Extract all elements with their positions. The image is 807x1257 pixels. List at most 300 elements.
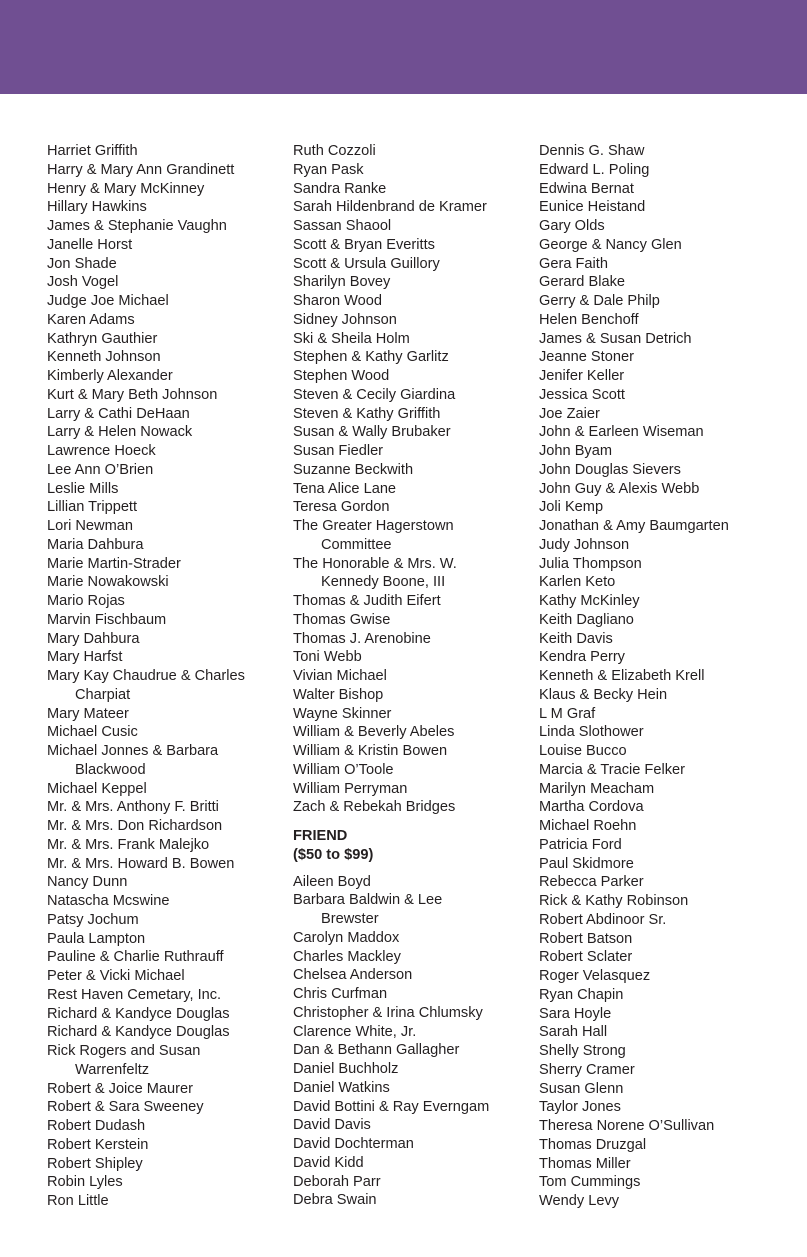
donor-name	[293, 311, 548, 330]
donor-name-text: Jessica Scott	[539, 386, 625, 403]
donor-name-text: Rick Rogers and Susan	[47, 1043, 201, 1059]
donor-name	[539, 442, 794, 461]
donor-name	[293, 1191, 548, 1210]
donor-name	[293, 161, 548, 180]
donor-name-text: Michael Jonnes & Barbara	[47, 743, 219, 759]
donor-name-text: Larry & Helen Nowack	[47, 424, 193, 441]
donor-name-text: Jon Shade	[47, 255, 117, 272]
donor-name	[47, 873, 302, 892]
donor-name	[293, 330, 548, 349]
donor-name-text: Lawrence Hoeck	[47, 443, 156, 459]
donor-name-text: Vivian Michael	[293, 668, 387, 684]
donor-name-text: Marie Nowakowski	[47, 574, 169, 591]
donor-name	[47, 705, 302, 724]
donor-name	[47, 255, 302, 274]
donor-name	[47, 367, 302, 386]
donor-name-text: Barbara Baldwin & Lee	[293, 892, 443, 909]
donor-name	[47, 836, 302, 855]
donor-name	[539, 1098, 794, 1117]
donor-name	[539, 348, 794, 367]
friend-section-heading	[293, 827, 548, 865]
donor-name-text: George & Nancy Glen	[539, 236, 682, 253]
donor-name	[293, 198, 548, 217]
donor-name	[47, 930, 302, 949]
donor-name-text: Jenifer Keller	[539, 368, 625, 384]
donor-name-text: Thomas J. Arenobine	[293, 630, 431, 647]
donor-name-text: Richard & Kandyce Douglas	[47, 1005, 230, 1022]
donor-name	[539, 1042, 794, 1061]
donor-name-text: Stephen Wood	[293, 368, 390, 384]
donor-name	[539, 967, 794, 986]
donor-name-text: Sharon Wood	[293, 293, 382, 309]
donor-name	[539, 1080, 794, 1099]
donor-name	[539, 892, 794, 911]
donor-name	[293, 1154, 548, 1173]
donor-name	[293, 423, 548, 442]
donor-name	[539, 817, 794, 836]
donor-name	[47, 330, 302, 349]
donor-name-text: Lillian Trippett	[47, 499, 138, 516]
donor-name	[539, 948, 794, 967]
donor-name-text: Richard & Kandyce Douglas	[47, 1024, 230, 1041]
donor-name	[293, 217, 548, 236]
donor-name	[293, 686, 548, 705]
donor-name-text: Paul Skidmore	[539, 855, 634, 872]
donor-name-text: Helen Benchoff	[539, 311, 639, 328]
donor-name-text: Tom Cummings	[539, 1174, 641, 1191]
donor-name-text: Sarah Hall	[539, 1024, 608, 1041]
donor-name	[293, 630, 548, 649]
donor-name-text: Mr. & Mrs. Frank Malejko	[47, 836, 210, 853]
donor-name-text: Kenneth & Elizabeth Krell	[539, 668, 705, 684]
donor-name-text: Ruth Cozzoli	[293, 143, 376, 159]
donor-name-text: John Douglas Sievers	[539, 461, 681, 478]
donor-name-text: Linda Slothower	[539, 724, 644, 741]
donor-name	[47, 311, 302, 330]
donor-name	[539, 273, 794, 292]
donor-name-text: Judy Johnson	[539, 536, 630, 553]
donor-name	[539, 911, 794, 930]
donor-name	[47, 386, 302, 405]
donor-name	[293, 798, 548, 817]
donor-name	[47, 798, 302, 817]
donor-name-text: Edwina Bernat	[539, 180, 634, 197]
donor-name	[47, 667, 302, 705]
header-band	[0, 0, 807, 94]
donor-name-continuation: Committee	[321, 536, 392, 553]
donor-name-text: Mary Dahbura	[47, 630, 140, 647]
donor-name-text: Edward L. Poling	[539, 161, 650, 178]
donor-name	[539, 330, 794, 349]
donor-name-text: Theresa Norene O’Sullivan	[539, 1118, 715, 1134]
donor-name	[47, 911, 302, 930]
donor-name-continuation: Blackwood	[75, 761, 146, 778]
donor-name-text: Henry & Mary McKinney	[47, 180, 205, 197]
donor-name	[539, 761, 794, 780]
donor-name-text: Robert & Sara Sweeney	[47, 1099, 204, 1116]
donor-name	[539, 292, 794, 311]
donor-name-text: Roger Velasquez	[539, 968, 651, 984]
donor-name-text: Mary Harfst	[47, 649, 123, 666]
donor-name	[539, 498, 794, 517]
donor-name-text: Daniel Buchholz	[293, 1061, 399, 1077]
donor-name	[47, 1005, 302, 1024]
donor-name-text: Michael Keppel	[47, 780, 147, 797]
donor-name-text: Joe Zaier	[539, 405, 600, 422]
donor-name	[539, 705, 794, 724]
donor-name-text: Pauline & Charlie Ruthrauff	[47, 949, 224, 966]
donor-name-text: Harry & Mary Ann Grandinett	[47, 161, 235, 178]
donor-name-text: Susan & Wally Brubaker	[293, 424, 451, 441]
donor-name-text: Hillary Hawkins	[47, 199, 147, 216]
donor-name-text: Thomas Miller	[539, 1155, 631, 1172]
donor-name-text: Robert Batson	[539, 930, 633, 947]
donor-name	[47, 405, 302, 424]
donor-name-text: Shelly Strong	[539, 1043, 626, 1059]
donor-name-text: David Kidd	[293, 1154, 364, 1171]
donor-name	[293, 705, 548, 724]
donor-name-text: Rebecca Parker	[539, 874, 644, 891]
donor-name	[293, 611, 548, 630]
donor-name-text: Thomas Gwise	[293, 611, 391, 628]
donor-name	[47, 723, 302, 742]
donor-name	[47, 142, 302, 161]
donor-name-text: Mr. & Mrs. Anthony F. Britti	[47, 799, 219, 816]
donor-name	[293, 1060, 548, 1079]
donor-name	[293, 966, 548, 985]
donor-name	[539, 217, 794, 236]
donor-name-continuation: Warrenfeltz	[75, 1061, 150, 1078]
donor-name	[293, 498, 548, 517]
donor-name	[539, 723, 794, 742]
donor-name-text: Teresa Gordon	[293, 499, 390, 516]
donor-name	[293, 1023, 548, 1042]
donor-name	[293, 386, 548, 405]
donor-name	[47, 1173, 302, 1192]
donor-name	[293, 723, 548, 742]
donor-name-text: Sara Hoyle	[539, 1005, 612, 1022]
donor-name	[539, 573, 794, 592]
donor-name-text: William Perryman	[293, 780, 408, 797]
donor-name	[539, 855, 794, 874]
donor-name	[47, 1098, 302, 1117]
donor-name-text: Sharilyn Bovey	[293, 274, 391, 291]
donor-name-text: Kenneth Johnson	[47, 349, 161, 366]
donor-name-text: Nancy Dunn	[47, 874, 128, 891]
donor-name-text: David Dochterman	[293, 1136, 414, 1152]
donor-name	[293, 405, 548, 424]
donor-name-text: Sassan Shaool	[293, 218, 392, 234]
donor-name	[539, 1005, 794, 1024]
donor-name-text: The Honorable & Mrs. W.	[293, 555, 457, 572]
donor-name-text: David Bottini & Ray Everngam	[293, 1098, 490, 1115]
donor-name-text: Rest Haven Cemetary, Inc.	[47, 986, 222, 1003]
donor-name	[47, 236, 302, 255]
donor-name-text: Robert Kerstein	[47, 1136, 149, 1153]
donor-name-text: Gerry & Dale Philp	[539, 293, 660, 309]
donor-name	[293, 1173, 548, 1192]
donor-name	[539, 742, 794, 761]
donor-name	[293, 442, 548, 461]
donor-name	[293, 1098, 548, 1117]
donor-name	[293, 1079, 548, 1098]
friend-section-title: FRIEND	[293, 828, 348, 844]
donor-name-text: William & Beverly Abeles	[293, 724, 455, 741]
donor-name-text: Taylor Jones	[539, 1099, 621, 1116]
donor-name	[539, 780, 794, 799]
donor-name-text: Jonathan & Amy Baumgarten	[539, 518, 729, 534]
donor-name	[293, 948, 548, 967]
donor-name-text: Suzanne Beckwith	[293, 461, 414, 478]
donor-column-3	[539, 142, 794, 1211]
donor-name-text: Sherry Cramer	[539, 1061, 635, 1078]
donor-name	[539, 930, 794, 949]
donor-name	[293, 761, 548, 780]
donor-name-text: Karlen Keto	[539, 574, 616, 591]
donor-name-text: Ryan Chapin	[539, 986, 624, 1003]
donor-name	[539, 667, 794, 686]
donor-name	[539, 311, 794, 330]
donor-name	[47, 780, 302, 799]
donor-name-text: Kurt & Mary Beth Johnson	[47, 386, 218, 403]
donor-name-text: Ryan Pask	[293, 161, 364, 178]
donor-name	[293, 891, 548, 929]
donor-name	[47, 986, 302, 1005]
donor-name-text: Clarence White, Jr.	[293, 1023, 417, 1040]
donor-name	[47, 161, 302, 180]
donor-name-continuation: Kennedy Boone, III	[321, 574, 446, 591]
donor-name	[293, 348, 548, 367]
donor-name	[47, 1023, 302, 1042]
donor-name-text: Jeanne Stoner	[539, 349, 634, 366]
donor-name-text: Robert Sclater	[539, 949, 633, 966]
donor-name	[47, 1136, 302, 1155]
donor-name	[293, 667, 548, 686]
donor-name	[47, 630, 302, 649]
donor-name-text: Marie Martin-Strader	[47, 555, 181, 572]
donor-name	[539, 611, 794, 630]
donor-name	[293, 742, 548, 761]
donor-name-text: Leslie Mills	[47, 480, 119, 497]
donor-name-text: Sarah Hildenbrand de Kramer	[293, 199, 487, 216]
donor-name-text: Harriet Griffith	[47, 143, 138, 159]
donor-name	[293, 236, 548, 255]
donor-name-text: James & Susan Detrich	[539, 330, 692, 347]
donor-name-text: Robert Dudash	[47, 1118, 146, 1134]
donor-name	[47, 1080, 302, 1099]
donor-name	[47, 573, 302, 592]
donor-name-text: Patricia Ford	[539, 836, 622, 853]
donor-name-text: Klaus & Becky Hein	[539, 686, 668, 703]
donor-name	[47, 967, 302, 986]
donor-name-text: Kathryn Gauthier	[47, 330, 158, 347]
donor-name	[47, 536, 302, 555]
donor-name-text: Scott & Ursula Guillory	[293, 255, 440, 272]
friend-donor-list	[293, 873, 548, 1211]
donor-name	[539, 461, 794, 480]
donor-name-text: Kendra Perry	[539, 649, 625, 666]
donor-name-continuation: Brewster	[321, 911, 379, 927]
donor-name	[47, 1192, 302, 1211]
donor-name-text: Kimberly Alexander	[47, 368, 173, 384]
donor-name	[47, 517, 302, 536]
donor-name	[539, 255, 794, 274]
donor-name	[47, 1117, 302, 1136]
donor-name-text: Kathy McKinley	[539, 593, 640, 609]
donor-name-text: Wendy Levy	[539, 1193, 620, 1209]
donor-name-text: The Greater Hagerstown	[293, 518, 454, 534]
donor-name-text: Ron Little	[47, 1193, 109, 1209]
donor-name-text: Keith Dagliano	[539, 611, 634, 628]
donor-column-2	[293, 142, 548, 1210]
donor-name-text: John & Earleen Wiseman	[539, 424, 704, 441]
donor-name	[293, 480, 548, 499]
donor-name-text: Mario Rojas	[47, 593, 125, 609]
donor-name-text: Janelle Horst	[47, 236, 133, 253]
donor-name-text: Debra Swain	[293, 1192, 377, 1209]
donor-name	[539, 517, 794, 536]
donor-name-text: William O’Toole	[293, 761, 394, 778]
donor-name	[47, 948, 302, 967]
donor-name	[47, 592, 302, 611]
donor-name	[293, 273, 548, 292]
donor-name	[293, 517, 548, 555]
donor-name	[539, 686, 794, 705]
donor-name	[47, 817, 302, 836]
donor-name	[293, 461, 548, 480]
donor-name-text: Ski & Sheila Holm	[293, 330, 410, 347]
donor-name	[539, 1173, 794, 1192]
donor-name	[47, 423, 302, 442]
donor-name-text: Sandra Ranke	[293, 180, 387, 197]
donor-name	[47, 1155, 302, 1174]
donor-name	[539, 367, 794, 386]
donor-name	[293, 367, 548, 386]
donor-name	[539, 1155, 794, 1174]
donor-name-text: Tena Alice Lane	[293, 480, 397, 497]
donor-name	[47, 611, 302, 630]
donor-name-text: Julia Thompson	[539, 555, 642, 572]
donor-name-text: Thomas & Judith Eifert	[293, 593, 441, 609]
donor-name	[47, 555, 302, 574]
donor-name-text: Louise Bucco	[539, 743, 627, 759]
donor-name-text: Marvin Fischbaum	[47, 611, 167, 628]
donor-name-text: Carolyn Maddox	[293, 929, 400, 946]
donor-name	[293, 1116, 548, 1135]
donor-name-text: Mary Kay Chaudrue & Charles	[47, 668, 245, 684]
donor-name-text: Charles Mackley	[293, 948, 401, 965]
donor-name-text: Sidney Johnson	[293, 311, 397, 328]
donor-name	[47, 855, 302, 874]
donor-name-text: Susan Fiedler	[293, 443, 384, 459]
donor-name-text: Mr. & Mrs. Howard B. Bowen	[47, 855, 235, 872]
donor-name	[539, 1061, 794, 1080]
donor-name-text: Josh Vogel	[47, 274, 119, 291]
donor-name	[47, 348, 302, 367]
donor-name-continuation: Charpiat	[75, 686, 131, 703]
donor-name	[539, 873, 794, 892]
donor-name	[539, 536, 794, 555]
donor-name-text: Larry & Cathi DeHaan	[47, 405, 190, 422]
donor-name	[293, 1135, 548, 1154]
donor-name	[539, 236, 794, 255]
donor-name	[539, 648, 794, 667]
donor-name	[47, 442, 302, 461]
donor-name	[293, 1041, 548, 1060]
donor-name	[539, 405, 794, 424]
donor-name	[293, 873, 548, 892]
donor-name	[47, 273, 302, 292]
donor-name-text: Patsy Jochum	[47, 911, 139, 928]
donor-name	[539, 142, 794, 161]
donor-name-text: Aileen Boyd	[293, 873, 371, 890]
donor-name	[293, 142, 548, 161]
donor-name-text: Lee Ann O’Brien	[47, 461, 154, 478]
donor-name	[47, 1042, 302, 1080]
donor-name-text: Gary Olds	[539, 218, 605, 234]
donor-name-text: Natascha Mcswine	[47, 893, 170, 909]
donor-name	[539, 1117, 794, 1136]
donor-name	[539, 180, 794, 199]
donor-name-text: Paula Lampton	[47, 930, 146, 947]
donor-name-text: Stephen & Kathy Garlitz	[293, 349, 449, 366]
donor-name-text: Toni Webb	[293, 649, 362, 666]
donor-name	[47, 217, 302, 236]
donor-name-text: Wayne Skinner	[293, 705, 392, 722]
donor-name-text: James & Stephanie Vaughn	[47, 218, 227, 234]
donor-name	[539, 480, 794, 499]
donor-name	[293, 1004, 548, 1023]
donor-name	[293, 255, 548, 274]
donor-name-text: David Davis	[293, 1117, 371, 1134]
donor-name	[47, 461, 302, 480]
donor-name	[539, 555, 794, 574]
donor-name	[293, 180, 548, 199]
donor-name	[539, 386, 794, 405]
donor-name	[539, 1136, 794, 1155]
donor-list-continued	[293, 142, 548, 817]
donor-name	[47, 742, 302, 780]
donor-name-text: Scott & Bryan Everitts	[293, 236, 435, 253]
donor-name-text: Susan Glenn	[539, 1080, 624, 1097]
donor-name-text: L M Graf	[539, 705, 596, 722]
donor-name-text: Thomas Druzgal	[539, 1136, 647, 1153]
donor-name	[47, 892, 302, 911]
donor-name-text: Chris Curfman	[293, 986, 388, 1002]
donor-name-text: John Guy & Alexis Webb	[539, 480, 700, 497]
donor-name-text: Zach & Rebekah Bridges	[293, 799, 456, 816]
donor-name	[539, 161, 794, 180]
donor-name	[293, 592, 548, 611]
donor-name	[539, 198, 794, 217]
donor-name-text: William & Kristin Bowen	[293, 743, 448, 759]
donor-name-text: Dennis G. Shaw	[539, 143, 645, 159]
donor-name	[293, 985, 548, 1004]
donor-name-text: Christopher & Irina Chlumsky	[293, 1004, 483, 1021]
donor-name	[539, 423, 794, 442]
donor-name-text: Steven & Kathy Griffith	[293, 405, 441, 422]
donor-column-1	[47, 142, 302, 1211]
donor-name-text: Marilyn Meacham	[539, 780, 655, 797]
donor-name	[47, 498, 302, 517]
donor-name	[539, 1192, 794, 1211]
donor-name-text: Keith Davis	[539, 630, 613, 647]
donor-name-text: Mary Mateer	[47, 705, 129, 722]
donor-name	[47, 180, 302, 199]
donor-name-text: Daniel Watkins	[293, 1079, 390, 1096]
donor-name-text: Gera Faith	[539, 255, 608, 272]
donor-name-text: Gerard Blake	[539, 274, 625, 291]
